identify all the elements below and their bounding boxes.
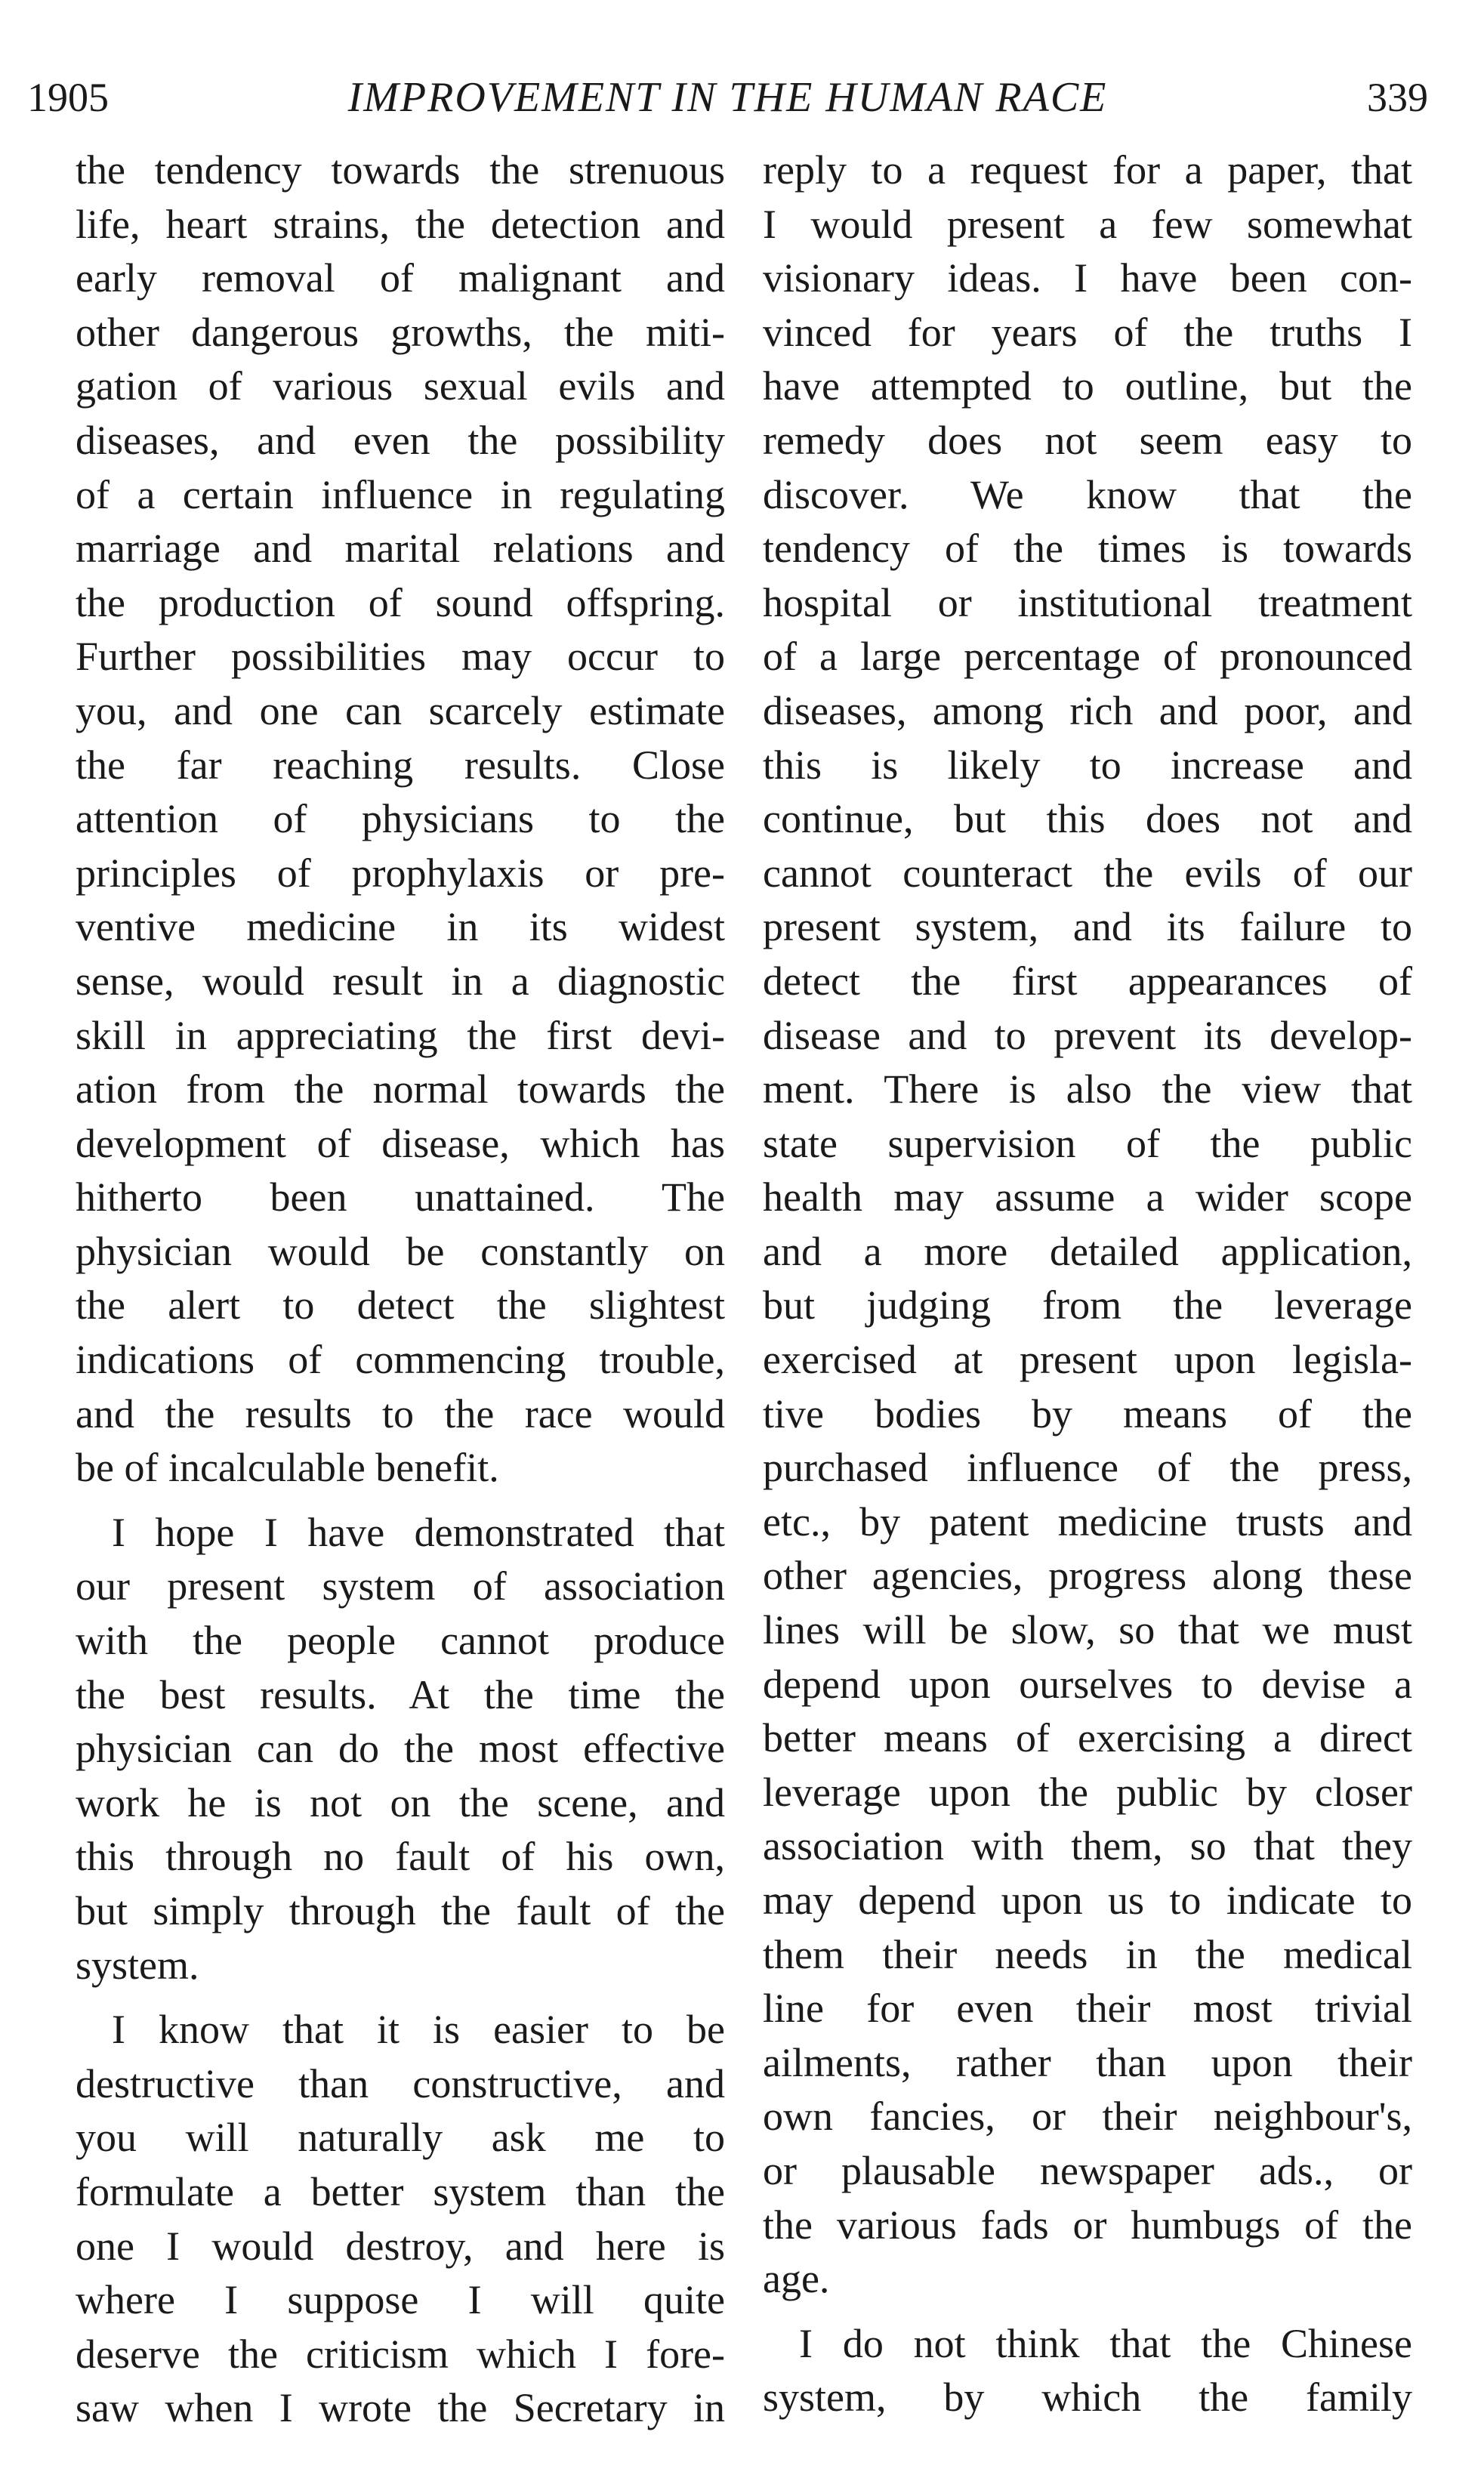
text-line: and the results to the race would xyxy=(76,1390,725,1436)
right-column xyxy=(763,143,1412,2425)
text-line: hospital or institutional treatment xyxy=(763,579,1412,625)
text-line: ventive medicine in its widest xyxy=(76,904,725,950)
text-line: them their needs in the medical xyxy=(763,1931,1412,1977)
text-line: physician would be constantly on xyxy=(76,1228,725,1274)
text-line: the various fads or humbugs of the xyxy=(763,2202,1412,2248)
text-line: I do not think that the Chinese xyxy=(799,2320,1412,2366)
text-line: hitherto been unattained. The xyxy=(76,1174,725,1220)
header-year: 1905 xyxy=(27,75,109,120)
text-line: state supervision of the public xyxy=(763,1120,1412,1166)
text-line: be of incalculable benefit. xyxy=(76,1445,499,1491)
paragraph xyxy=(76,2003,725,2436)
text-line: etc., by patent medicine trusts and xyxy=(763,1498,1412,1545)
text-line: leverage upon the public by closer xyxy=(763,1769,1412,1815)
text-line: you will naturally ask me to xyxy=(76,2115,725,2161)
text-line: other agencies, progress along these xyxy=(763,1553,1412,1599)
text-line: sense, would result in a diagnostic xyxy=(76,958,725,1004)
text-line: age. xyxy=(763,2256,830,2302)
text-line: indications of commencing trouble, xyxy=(76,1337,725,1383)
text-line: purchased influence of the press, xyxy=(763,1445,1412,1491)
paragraph xyxy=(76,1506,725,1992)
page-number: 339 xyxy=(1367,75,1428,120)
text-line: deserve the criticism which I fore- xyxy=(76,2331,725,2377)
text-line: development of disease, which has xyxy=(76,1120,725,1166)
text-line: Further possibilities may occur to xyxy=(76,634,725,680)
text-line: discover. We know that the xyxy=(763,471,1412,517)
text-line: marriage and marital relations and xyxy=(76,526,725,572)
text-line: remedy does not seem easy to xyxy=(763,417,1412,463)
text-line: visionary ideas. I have been con- xyxy=(763,255,1412,301)
text-line: reply to a request for a paper, that xyxy=(763,147,1412,193)
text-line: gation of various sexual evils and xyxy=(76,363,725,409)
text-line: attention of physicians to the xyxy=(76,796,725,842)
text-line: health may assume a wider scope xyxy=(763,1174,1412,1220)
text-line: system. xyxy=(76,1942,199,1988)
text-line: physician can do the most effective xyxy=(76,1726,725,1772)
text-line: the best results. At the time the xyxy=(76,1671,725,1717)
text-line: the production of sound offspring. xyxy=(76,579,725,625)
text-line: own fancies, or their neighbour's, xyxy=(763,2094,1412,2140)
text-line: and a more detailed application, xyxy=(763,1228,1412,1274)
text-line: tive bodies by means of the xyxy=(763,1390,1412,1436)
paragraph xyxy=(763,143,1412,2307)
text-line: may depend upon us to indicate to xyxy=(763,1878,1412,1923)
text-line: early removal of malignant and xyxy=(76,255,725,301)
text-line: lines will be slow, so that we must xyxy=(763,1607,1412,1653)
text-line: of a large percentage of pronounced xyxy=(763,634,1412,680)
text-line: tendency of the times is towards xyxy=(763,526,1412,572)
text-line: one I would destroy, and here is xyxy=(76,2223,725,2269)
text-line: with the people cannot produce xyxy=(76,1618,725,1664)
text-line: the far reaching results. Close xyxy=(76,742,725,788)
header-title: IMPROVEMENT IN THE HUMAN RACE xyxy=(347,74,1108,121)
text-line: skill in appreciating the first devi- xyxy=(76,1012,725,1058)
text-line: detect the first appearances of xyxy=(763,958,1412,1004)
text-line: I know that it is easier to be xyxy=(112,2007,725,2053)
text-line: vinced for years of the truths I xyxy=(763,309,1412,355)
text-line: saw when I wrote the Secretary in xyxy=(76,2385,725,2431)
text-line: but judging from the leverage xyxy=(763,1282,1412,1328)
text-line: work he is not on the scene, and xyxy=(76,1779,725,1825)
text-line: I hope I have demonstrated that xyxy=(112,1509,725,1555)
text-line: other dangerous growths, the miti- xyxy=(76,309,725,355)
text-line: cannot counteract the evils of our xyxy=(763,850,1412,896)
text-line: of a certain influence in regulating xyxy=(76,471,725,517)
text-line: disease and to prevent its develop- xyxy=(763,1012,1412,1058)
text-line: ation from the normal towards the xyxy=(76,1066,725,1112)
text-line: but simply through the fault of the xyxy=(76,1888,725,1933)
left-column xyxy=(76,143,725,2436)
text-line: exercised at present upon legisla- xyxy=(763,1337,1412,1383)
text-line: depend upon ourselves to devise a xyxy=(763,1661,1412,1707)
text-line: life, heart strains, the detection and xyxy=(76,201,725,247)
text-line: present system, and its failure to xyxy=(763,904,1412,950)
text-line: formulate a better system than the xyxy=(76,2168,725,2214)
text-line: continue, but this does not and xyxy=(763,796,1412,842)
running-header xyxy=(27,63,1428,131)
text-line: ailments, rather than upon their xyxy=(763,2039,1412,2085)
text-line: our present system of association xyxy=(76,1563,725,1609)
text-line: this is likely to increase and xyxy=(763,742,1412,788)
text-line: I would present a few somewhat xyxy=(763,201,1412,247)
text-line: this through no fault of his own, xyxy=(76,1834,725,1880)
text-line: system, by which the family xyxy=(763,2375,1412,2421)
paragraph xyxy=(76,143,725,1495)
text-line: better means of exercising a direct xyxy=(763,1715,1412,1761)
text-line: or plausable newspaper ads., or xyxy=(763,2147,1412,2193)
text-line: have attempted to outline, but the xyxy=(763,363,1412,409)
text-line: diseases, among rich and poor, and xyxy=(763,687,1412,733)
text-line: diseases, and even the possibility xyxy=(76,417,725,463)
text-line: the tendency towards the strenuous xyxy=(76,147,725,193)
text-line: the alert to detect the slightest xyxy=(76,1282,725,1328)
text-line: destructive than constructive, and xyxy=(76,2060,725,2106)
paragraph xyxy=(763,2317,1412,2425)
text-line: ment. There is also the view that xyxy=(763,1066,1412,1112)
text-line: you, and one can scarcely estimate xyxy=(76,687,725,733)
text-line: principles of prophylaxis or pre- xyxy=(76,850,725,896)
text-line: line for even their most trivial xyxy=(763,1986,1412,2032)
text-line: association with them, so that they xyxy=(763,1823,1412,1869)
text-line: where I suppose I will quite xyxy=(76,2277,725,2323)
